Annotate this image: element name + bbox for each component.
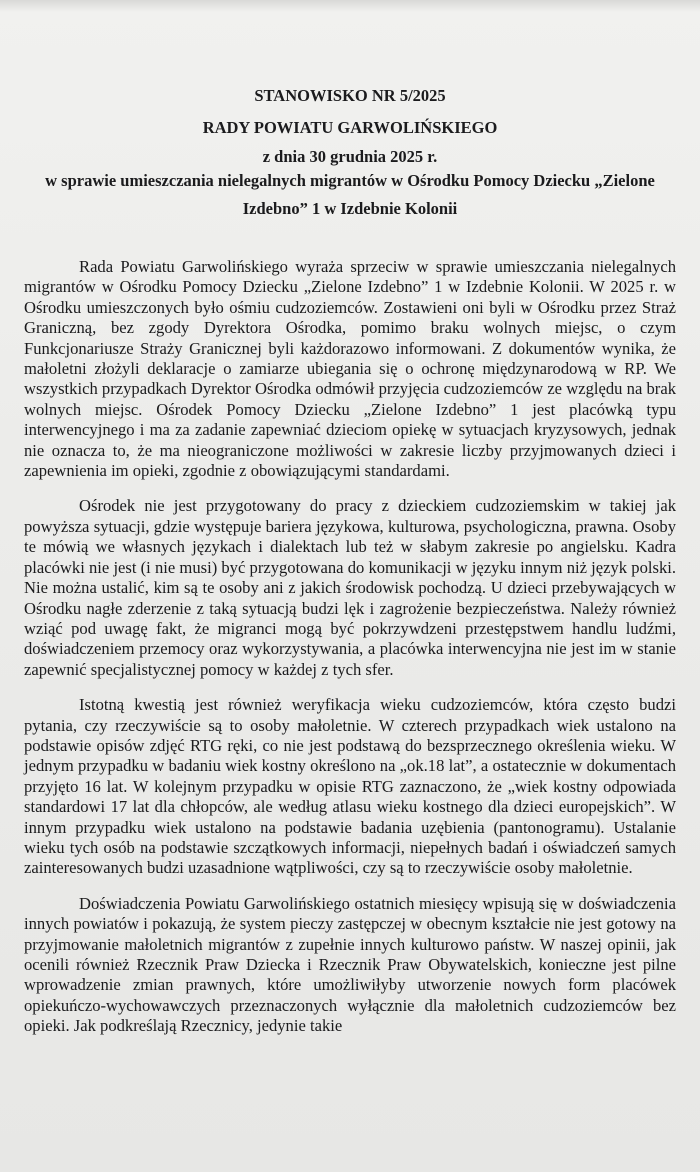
paragraph-2: Ośrodek nie jest przygotowany do pracy z dzieckiem cudzoziemskim w takiej jak powyższa sytuacji, gdzie występuje bariera językowa, kulturowa, psychologiczna, prawna. Osoby te mówią we własnych językach i dialektach lub też w słabym zakresie po angielsku. Kadra placówki nie jest (i nie musi) być przygotowana do komunikacji w języku innym niż język polski. Nie można ustalić, kim są te osoby ani z jakich środowisk pochodzą. U dzieci przebywających w Ośrodku nagłe zderzenie z taką sytuacją budzi lęk i zagrożenie bezpieczeństwa. Należy również wziąć pod uwagę fakt, że migranci mogą być pokrzywdzeni przestępstwem handlu ludźmi, doświadczeniem przemocy oraz wykorzystywania, a placówka interwencyjna nie jest im w stanie zapewnić specjalistycznej pomocy w każdej z tych sfer. [24, 496, 676, 679]
paragraph-3: Istotną kwestią jest również weryfikacja wieku cudzoziemców, która często budzi pytania, czy rzeczywiście są to osoby małoletnie. W czterech przypadkach wiek ustalono na podstawie opisów zdjęć RTG ręki, co nie jest podstawą do bezsprzecznego określenia wieku. W jednym przypadku w badaniu wiek kostny określono na „ok.18 lat”, a ostatecznie w dokumentach przyjęto 16 lat. W kolejnym przypadku w opisie RTG zaznaczono, że „wiek kostny odpowiada standardowi 17 lat dla chłopców, ale według atlasu wieku kostnego dla dzieci europejskich”. W innym przypadku wiek ustalono na podstawie badania uzębienia (pantonogramu). Ustalanie wieku tych osób na podstawie szczątkowych informacji, niepełnych badań i oświadczeń samych zainteresowanych budzi uzasadnione wątpliwości, czy są to rzeczywiście osoby małoletnie. [24, 695, 676, 878]
page-edge-shadow [0, 0, 700, 12]
paragraph-1: Rada Powiatu Garwolińskiego wyraża sprzeciw w sprawie umieszczania nielegalnych migrantów w Ośrodku Pomocy Dziecku „Zielone Izdebno” 1 w Izdebnie Kolonii. W 2025 r. w Ośrodku umieszczonych było ośmiu cudzoziemców. Zostawieni oni byli w Ośrodku przez Straż Graniczną, bez zgody Dyrektora Ośrodka, pomimo braku wolnych miejsc, o czym Funkcjonariusze Straży Granicznej byli każdorazowo informowani. Z dokumentów wynika, że małoletni złożyli deklaracje o zamiarze ubiegania się o ochronę międzynarodową w RP. We wszystkich przypadkach Dyrektor Ośrodka odmówił przyjęcia cudzoziemców ze względu na brak wolnych miejsc. Ośrodek Pomocy Dziecku „Zielone Izdebno” 1 jest placówką typu interwencyjnego i ma za zadanie zapewniać dzieciom opiekę w sytuacjach kryzysowych, jednak nie oznacza to, że ma nieograniczone możliwości w zakresie liczby przyjmowanych dzieci i zapewnienia im opieki, zgodnie z obowiązującymi standardami. [24, 257, 676, 481]
council-name: RADY POWIATU GARWOLIŃSKIEGO [202, 118, 498, 137]
document-title: STANOWISKO NR 5/2025 [254, 86, 446, 105]
document-body [24, 257, 676, 1052]
paragraph-4: Doświadczenia Powiatu Garwolińskiego ostatnich miesięcy wpisują się w doświadczenia innych powiatów i pokazują, że system pieczy zastępczej w obecnym kształcie nie jest gotowy na przyjmowanie małoletnich migrantów z zupełnie innych kulturowo państw. W naszej opinii, jak ocenili również Rzecznik Praw Dziecka i Rzecznik Praw Obywatelskich, konieczne jest pilne wprowadzenie zmian prawnych, które umożliwiłyby utworzenie nowych form placówek opiekuńczo-wychowawczych przeznaczonych wyłącznie dla małoletnich cudzoziemców bez opieki. Jak podkreślają Rzecznicy, jedynie takie [24, 893, 676, 1036]
document-subject: w sprawie umieszczania nielegalnych migrantów w Ośrodku Pomocy Dziecku „Zielone Izdebno” 1 w Izdebnie Kolonii [45, 171, 655, 218]
document-date: z dnia 30 grudnia 2025 r. [262, 147, 438, 166]
